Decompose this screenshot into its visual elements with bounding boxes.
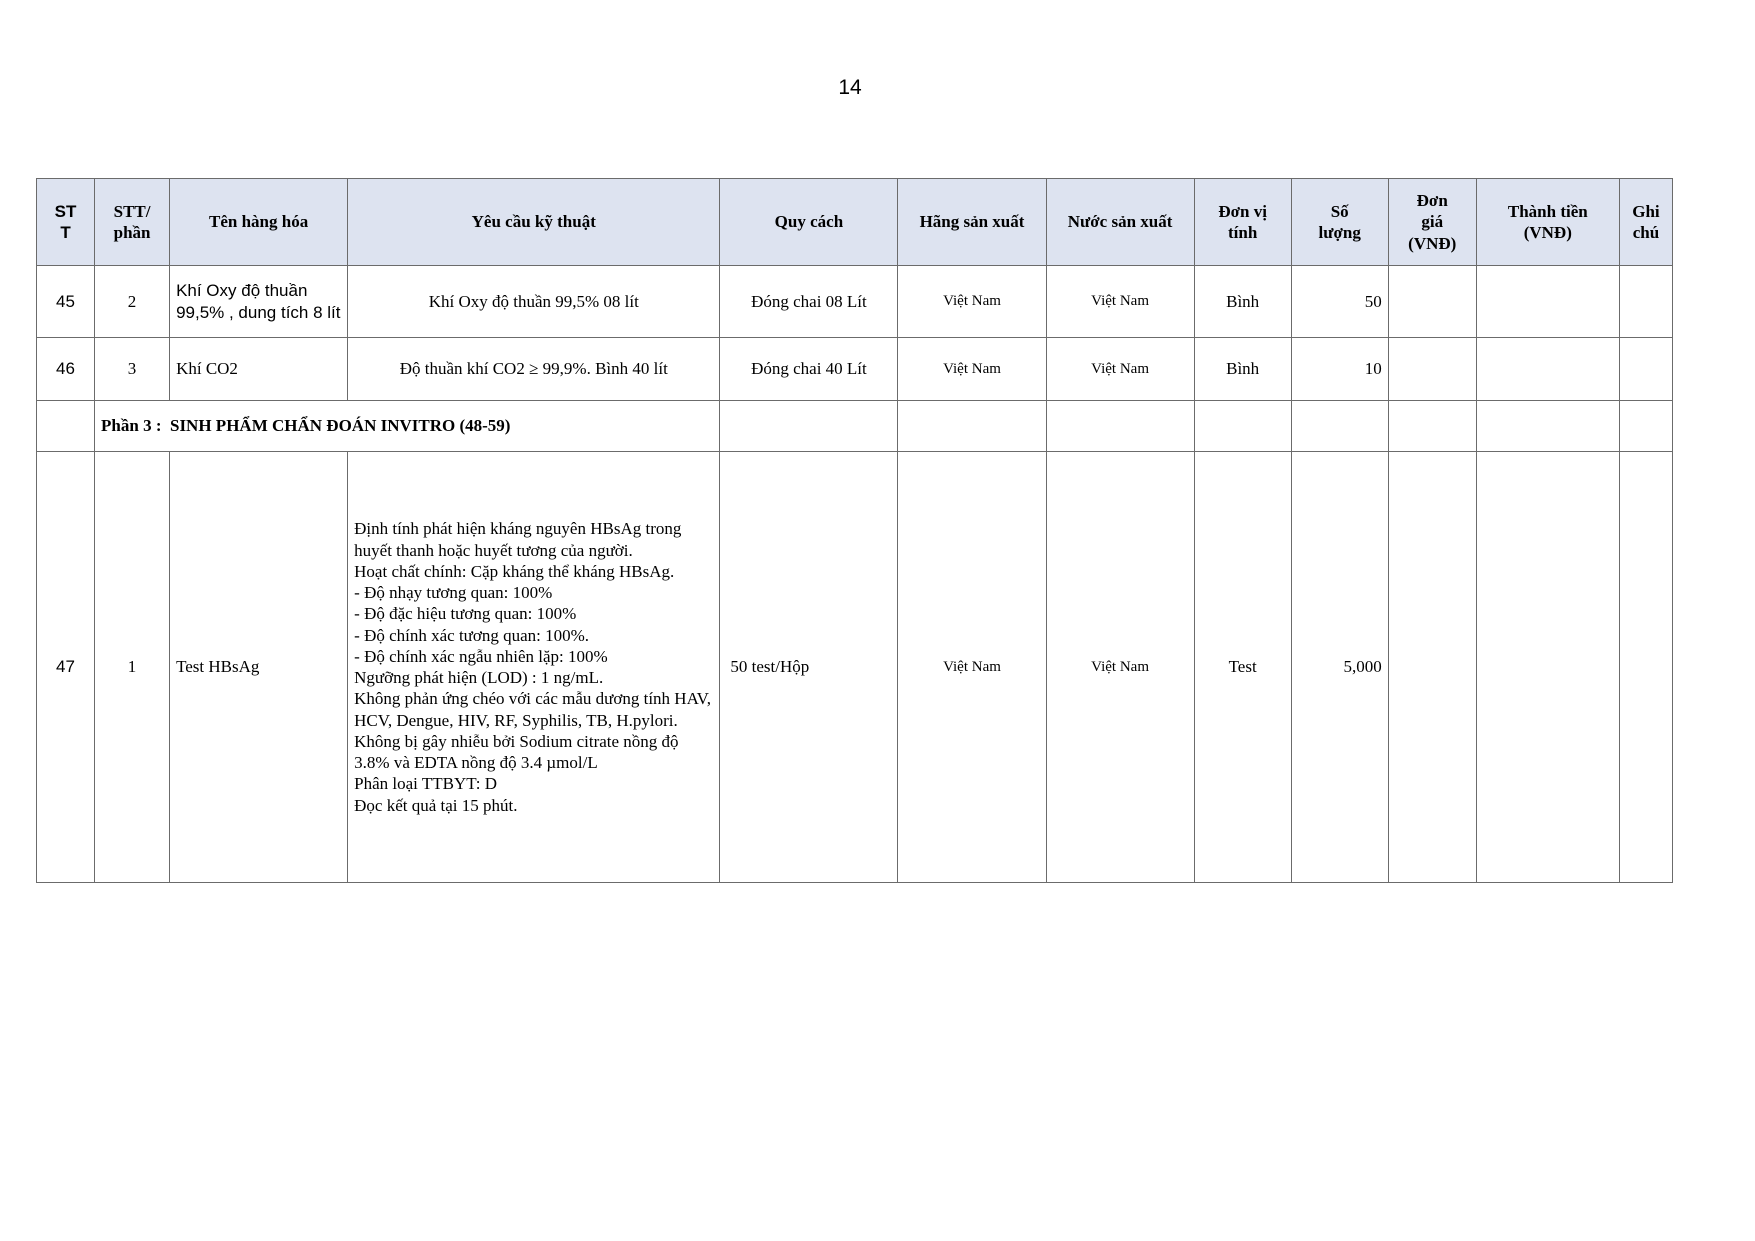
- cell-nuoc-san-xuat: Việt Nam: [1046, 452, 1194, 883]
- cell-empty: [1476, 401, 1619, 452]
- section-row: [37, 401, 1673, 452]
- cell-thanh-tien: [1476, 266, 1619, 338]
- header-stt-phan: STT/ phần: [95, 179, 170, 266]
- cell-don-vi: Bình: [1194, 266, 1291, 338]
- cell-thanh-tien: [1476, 452, 1619, 883]
- cell-ten-hang-hoa: Test HBsAg: [170, 452, 348, 883]
- cell-ghi-chu: [1619, 266, 1672, 338]
- table-row: [37, 452, 1673, 883]
- cell-empty: [1194, 401, 1291, 452]
- header-nuoc-san-xuat: Nước sản xuất: [1046, 179, 1194, 266]
- cell-stt-phan: 1: [95, 452, 170, 883]
- cell-empty: [1291, 401, 1388, 452]
- cell-don-gia: [1388, 338, 1476, 401]
- cell-ghi-chu: [1619, 452, 1672, 883]
- cell-nuoc-san-xuat: Việt Nam: [1046, 266, 1194, 338]
- header-ten-hang-hoa: Tên hàng hóa: [170, 179, 348, 266]
- cell-hang-san-xuat: Việt Nam: [898, 452, 1046, 883]
- cell-empty: [720, 401, 898, 452]
- cell-ten-hang-hoa: Khí CO2: [170, 338, 348, 401]
- cell-quy-cach: Đóng chai 40 Lít: [720, 338, 898, 401]
- header-ghi-chu: Ghi chú: [1619, 179, 1672, 266]
- cell-yeu-cau: Khí Oxy độ thuần 99,5% 08 lít: [348, 266, 720, 338]
- table-row: [37, 266, 1673, 338]
- cell-thanh-tien: [1476, 338, 1619, 401]
- cell-don-vi: Test: [1194, 452, 1291, 883]
- cell-empty: [898, 401, 1046, 452]
- cell-stt-phan: 3: [95, 338, 170, 401]
- cell-don-vi: Bình: [1194, 338, 1291, 401]
- cell-hang-san-xuat: Việt Nam: [898, 266, 1046, 338]
- cell-hang-san-xuat: Việt Nam: [898, 338, 1046, 401]
- cell-yeu-cau: Định tính phát hiện kháng nguyên HBsAg trong huyết thanh hoặc huyết tương của người. Hoạt chất chính: Cặp kháng thể kháng HBsAg. - Độ nhạy tương quan: 100% - Độ đặc hiệu tương quan: 100% - Độ chính xác tương quan: 100%. - Độ chính xác ngẫu nhiên lặp: 100% Ngưỡng phát hiện (LOD) : 1 ng/mL. Không phản ứng chéo với các mẫu dương tính HAV, HCV, Dengue, HIV, RF, Syphilis, TB, H.pylori. Không bị gây nhiễu bởi Sodium citrate nồng độ 3.8% và EDTA nồng độ 3.4 µmol/L Phân loại TTBYT: D Đọc kết quả tại 15 phút.: [348, 452, 720, 883]
- page-number: 14: [838, 76, 862, 99]
- header-hang-san-xuat: Hãng sản xuất: [898, 179, 1046, 266]
- header-yeu-cau-ky-thuat: Yêu cầu kỹ thuật: [348, 179, 720, 266]
- header-row: [37, 179, 1673, 266]
- cell-don-gia: [1388, 452, 1476, 883]
- cell-yeu-cau: Độ thuần khí CO2 ≥ 99,9%. Bình 40 lít: [348, 338, 720, 401]
- cell-stt-phan: 2: [95, 266, 170, 338]
- cell-nuoc-san-xuat: Việt Nam: [1046, 338, 1194, 401]
- cell-empty: [1619, 401, 1672, 452]
- cell-so-luong: 5,000: [1291, 452, 1388, 883]
- cell-stt: 45: [37, 266, 95, 338]
- cell-stt: 46: [37, 338, 95, 401]
- cell-so-luong: 50: [1291, 266, 1388, 338]
- goods-table: [36, 178, 1673, 883]
- header-thanh-tien: Thành tiền (VNĐ): [1476, 179, 1619, 266]
- cell-empty: [1388, 401, 1476, 452]
- cell-ten-hang-hoa: Khí Oxy độ thuần 99,5% , dung tích 8 lít: [170, 266, 348, 338]
- header-quy-cach: Quy cách: [720, 179, 898, 266]
- cell-quy-cach: Đóng chai 08 Lít: [720, 266, 898, 338]
- header-stt: ST T: [37, 179, 95, 266]
- cell-ghi-chu: [1619, 338, 1672, 401]
- cell-stt: 47: [37, 452, 95, 883]
- table-row: [37, 338, 1673, 401]
- section-title: Phần 3 : SINH PHẨM CHẨN ĐOÁN INVITRO (48-59): [95, 401, 720, 452]
- header-don-vi-tinh: Đơn vị tính: [1194, 179, 1291, 266]
- cell-quy-cach: 50 test/Hộp: [720, 452, 898, 883]
- header-don-gia: Đơn giá (VNĐ): [1388, 179, 1476, 266]
- cell-so-luong: 10: [1291, 338, 1388, 401]
- cell-empty: [37, 401, 95, 452]
- cell-empty: [1046, 401, 1194, 452]
- header-so-luong: Số lượng: [1291, 179, 1388, 266]
- cell-don-gia: [1388, 266, 1476, 338]
